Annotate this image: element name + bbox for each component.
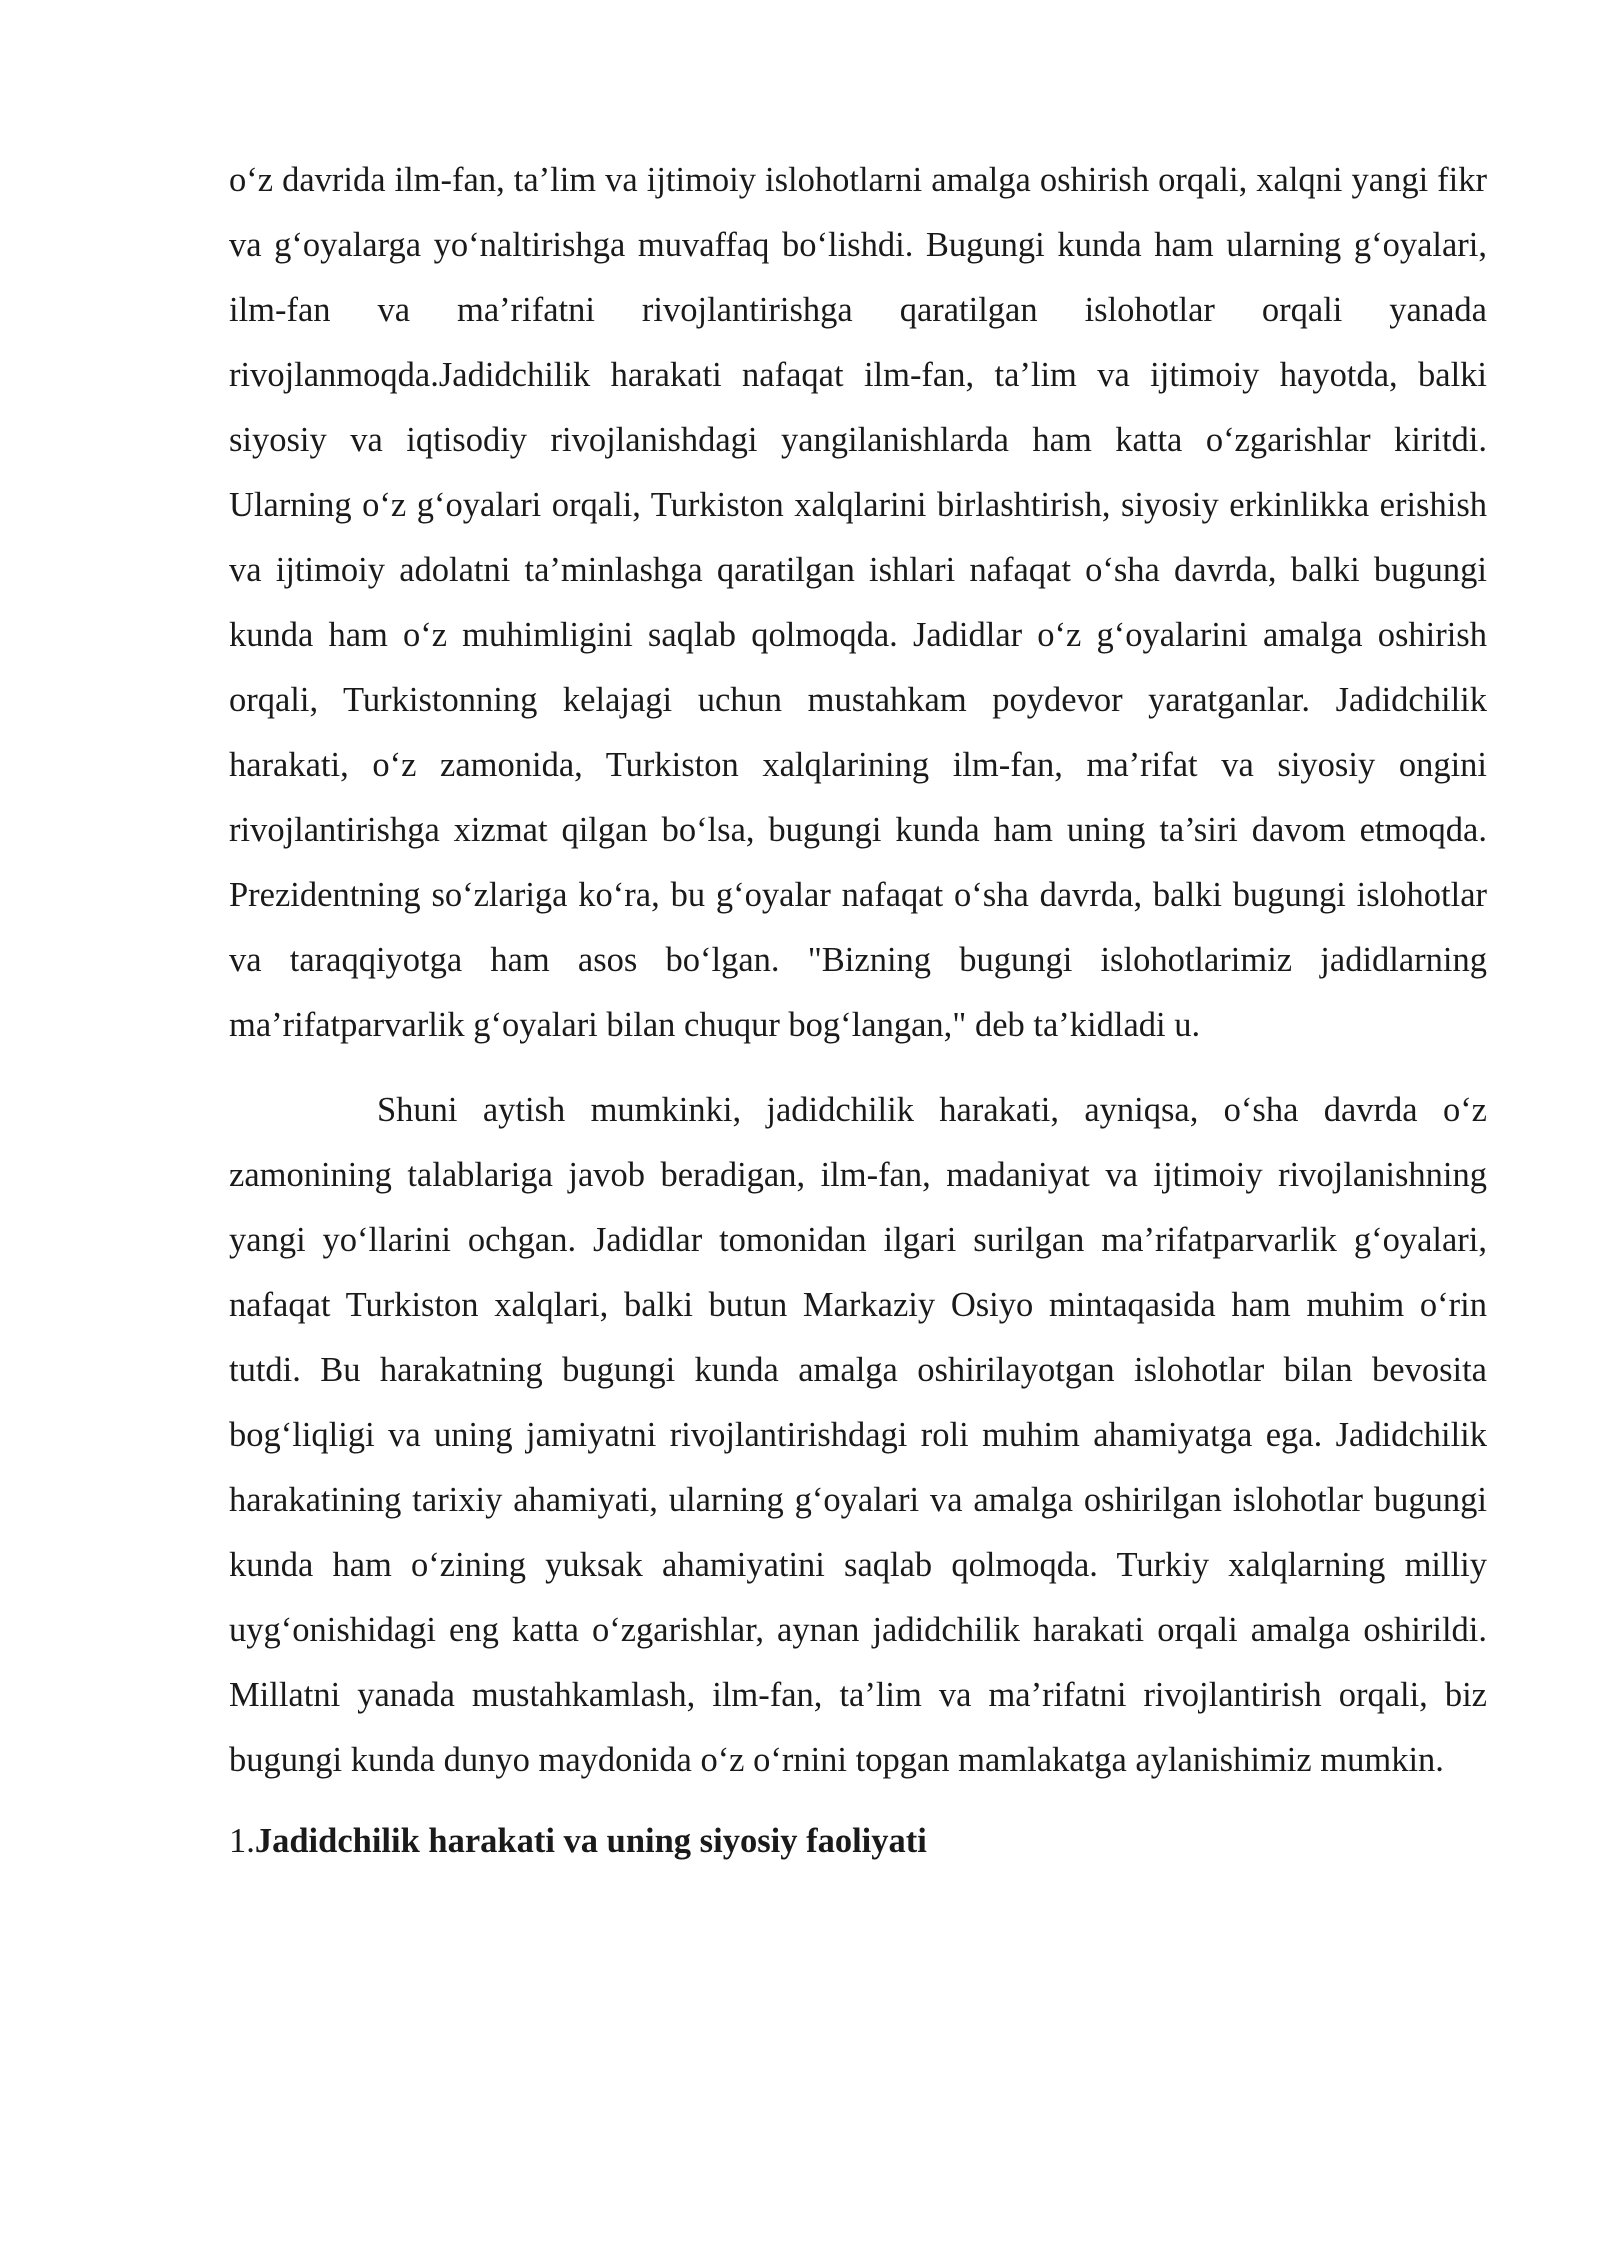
paragraph-1: o‘z davrida ilm-fan, ta’lim va ijtimoiy islohotlarni amalga oshirish orqali, xalqni yangi fikr va g‘oyalarga yo‘naltirishga muvaffaq bo‘lishdi. Bugungi kunda ham ularning g‘oyalari, ilm-fan va ma’rifatni rivojlantirishga qaratilgan islohotlar orqali yanada rivojlanmoqda.Jadidchilik harakati nafaqat ilm-fan, ta’lim va ijtimoiy hayotda, balki siyosiy va iqtisodiy rivojlanishdagi yangilanishlarda ham katta o‘zgarishlar kiritdi. Ularning o‘z g‘oyalari orqali, Turkiston xalqlarini birlashtirish, siyosiy erkinlikka erishish va ijtimoiy adolatni ta’minlashga qaratilgan ishlari nafaqat o‘sha davrda, balki bugungi kunda ham o‘z muhimligini saqlab qolmoqda. Jadidlar o‘z g‘oyalarini amalga oshirish orqali, Turkistonning kelajagi uchun mustahkam poydevor yaratganlar. Jadidchilik harakati, o‘z zamonida, Turkiston xalqlarining ilm-fan, ma’rifat va siyosiy ongini rivojlantirishga xizmat qilgan bo‘lsa, bugungi kunda ham uning ta’siri davom etmoqda. Prezidentning so‘zlariga ko‘ra, bu g‘oyalar nafaqat o‘sha davrda, balki bugungi islohotlar va taraqqiyotga ham asos bo‘lgan. "Bizning bugungi islohotlarimiz jadidlarning ma’rifatparvarlik g‘oyalari bilan chuqur bog‘langan," deb ta’kidladi u. [229, 161, 1487, 1044]
section-number: 1. [229, 1822, 255, 1860]
document-page [229, 148, 1487, 1874]
paragraph-2: Shuni aytish mumkinki, jadidchilik harakati, ayniqsa, o‘sha davrda o‘z zamonining talablariga javob beradigan, ilm-fan, madaniyat va ijtimoiy rivojlanishning yangi yo‘llarini ochgan. Jadidlar tomonidan ilgari surilgan ma’rifatparvarlik g‘oyalari, nafaqat Turkiston xalqlari, balki butun Markaziy Osiyo mintaqasida ham muhim o‘rin tutdi. Bu harakatning bugungi kunda amalga oshirilayotgan islohotlar bilan bevosita bog‘liqligi va uning jamiyatni rivojlantirishdagi roli muhim ahamiyatga ega. Jadidchilik harakatining tarixiy ahamiyati, ularning g‘oyalari va amalga oshirilgan islohotlar bugungi kunda ham o‘zining yuksak ahamiyatini saqlab qolmoqda. Turkiy xalqlarning milliy uyg‘onishidagi eng katta o‘zgarishlar, aynan jadidchilik harakati orqali amalga oshirildi. Millatni yanada mustahkamlash, ilm-fan, ta’lim va ma’rifatni rivojlantirish orqali, biz bugungi kunda dunyo maydonida o‘z o‘rnini topgan mamlakatga aylanishimiz mumkin. [229, 1091, 1487, 1779]
section-title: Jadidchilik harakati va uning siyosiy faoliyati [254, 1822, 927, 1860]
section-heading [229, 1809, 1487, 1874]
